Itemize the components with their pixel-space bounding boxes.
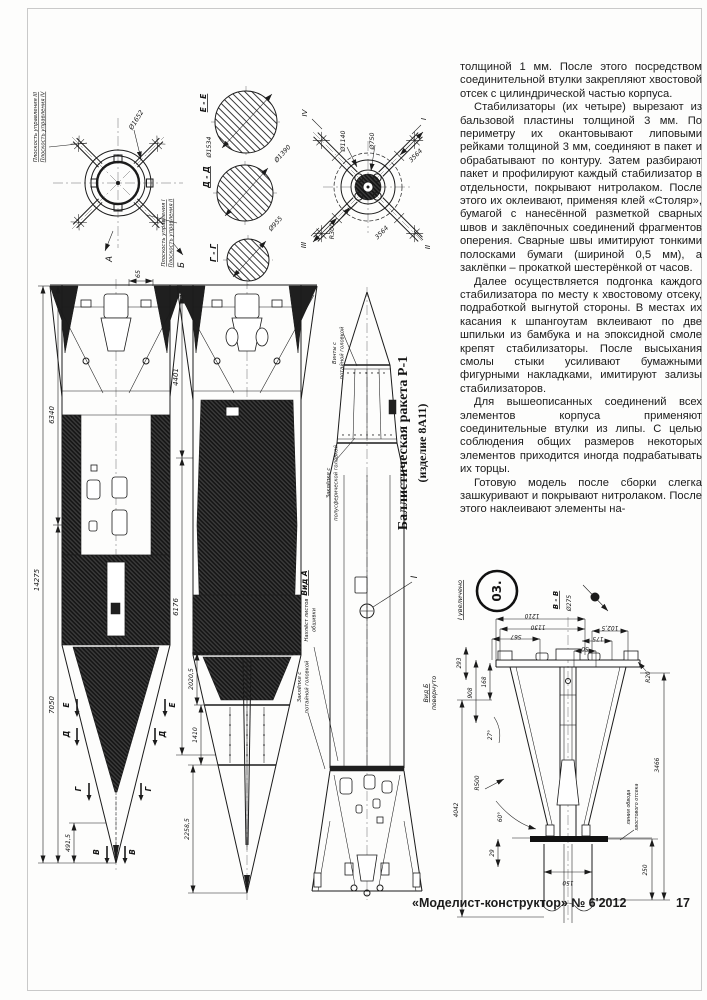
dim-4042: 4042 [454, 802, 460, 818]
mark-d-right: Д [158, 730, 167, 738]
dia-1534-label: Ø1534 [206, 136, 213, 158]
fin-iii-label: III [300, 241, 308, 249]
dia-955-label: Ø955 [267, 215, 285, 233]
page-footer [0, 896, 707, 916]
rocket-structure-view [172, 279, 317, 900]
rocket-view-a [297, 287, 438, 900]
dim-1210: 1210 [524, 612, 540, 618]
section-ee-label: Е - Е [199, 93, 208, 113]
mark-b-right: В [128, 849, 137, 855]
angle-27-label: 27° [488, 729, 494, 741]
dim-102-5: 102,5 [601, 624, 619, 630]
article-column [460, 61, 702, 517]
dim-6340: 6340 [48, 406, 56, 424]
dim-4401: 4401 [172, 368, 180, 386]
view-a-label: Вид А [300, 570, 309, 596]
plane-i-label: Плоскость управления I [161, 199, 167, 267]
control-planes-view [33, 91, 187, 268]
fin-ii-label: II [424, 244, 432, 250]
callout-overlap-line2: обшивки [311, 607, 318, 633]
dia-1390-label: Ø1390 [273, 143, 293, 165]
mark-g-left: Г [74, 786, 83, 792]
title-line1: Баллистическая ракета Р-1 [396, 355, 411, 531]
fin-iv-label: IV [301, 109, 309, 117]
view-arrow-b: Б [177, 262, 187, 268]
callout-overlap-line1: Нахлёст листов [304, 598, 310, 642]
dia-1140-label: Ø1140 [340, 130, 347, 152]
callout-screws-line1: Винты с [332, 342, 338, 364]
callout-rivets-flush-line2: потайной головкой [304, 660, 311, 714]
dim-2258-5: 2258,5 [184, 818, 191, 840]
callout-rivets-flush-line1: Заклёпки с [297, 671, 303, 703]
page-number: 17 [676, 896, 690, 910]
mark-g-right: Г [144, 786, 153, 792]
mark-e-right: Е [168, 702, 177, 708]
section-gg-label: Г - Г [209, 244, 218, 262]
cutline-label-line2: хвостового отсека [635, 783, 640, 831]
dim-29: 29 [490, 849, 496, 857]
dim-65: 65 [135, 269, 142, 279]
dim-293: 293 [457, 657, 463, 669]
dim-1410: 1410 [192, 727, 199, 743]
rocket-drawing-sheet [25, 55, 460, 930]
section-bb-label: В - В [552, 590, 560, 610]
dim-2020-5: 2020,5 [188, 668, 195, 690]
plane-iv-label: Плоскость управления IV [40, 91, 47, 163]
radius-500-label: R500 [475, 775, 481, 791]
plane-iii-label: Плоскость управления III [33, 91, 39, 163]
section-circles [199, 86, 293, 285]
article-paragraph: Готовую модель после сборки слегка зашкуривают и покрывают нитролаком. После этого наклеивают элементы на- [460, 476, 702, 516]
fin-cross-view [300, 108, 432, 249]
base-band [530, 836, 608, 842]
dim-567: 567 [510, 633, 522, 639]
section-dd-label: Д - Д [202, 166, 211, 188]
mark-e-left: Е [62, 702, 71, 708]
radius-20-label: R20 [646, 671, 652, 683]
dim-175: 175 [592, 635, 604, 641]
dim-150: 150 [562, 879, 574, 885]
dia-750-label: Ø750 [369, 132, 376, 150]
enlarged-label: I увеличено [456, 579, 464, 621]
fin-i-label: I [420, 117, 428, 121]
title-line2: (изделие 8А11) [415, 403, 429, 483]
detail-i-mark: I [410, 575, 420, 579]
dim-1130: 1130 [530, 623, 546, 630]
dim-491-5: 491,5 [65, 833, 72, 853]
rocket-cutaway-view [33, 270, 182, 870]
tail-detail [454, 571, 670, 923]
article-paragraph: Стабилизаторы (их четыре) вырезают из бальзовой пластины толщиной 3 мм. По периметру их окантовывают липовыми рейками толщиной 3 мм, соединяют в пакет и обрабатывают по контуру. Затем разбирают пакет и профилируют каждый стабилизатор в отдельности, покрывают нитролаком. После этого их оклеивают, применяя клей «Столяр», бумагой с нанесённой разметкой сварных швов и заклёпочных соединений фрагментов оперения. Сварные швы имитируют тонкими полосками бумаги (шириной 0,5 мм), а заклёпки – прокаткой шестерёнкой от часов. [460, 101, 702, 275]
dim-14275: 14275 [33, 568, 41, 592]
dia-275-label: Ø275 [566, 594, 573, 612]
dim-250: 250 [643, 864, 649, 876]
dim-7050: 7050 [48, 696, 56, 714]
radius-300-label: R300 [329, 222, 336, 240]
drawing-title [396, 356, 429, 530]
mark-b-left: В [92, 849, 101, 855]
view-arrow-a: А [105, 256, 115, 262]
tail-detail-drawing [452, 555, 707, 930]
dim-6176: 6176 [172, 598, 180, 616]
plane-ii-label: Плоскость управления II [168, 198, 175, 268]
dim-3466: 3466 [655, 757, 661, 773]
article-paragraph: Для вышеописанных соединений всех элементов корпуса применяют соединительные втулки из липы. С целью соблюдения общих размеров некоторых элементов приходится иногда подрабатывать их торцы. [460, 396, 702, 476]
marking-badge: 03. [490, 580, 504, 602]
span-3564-label-1: 3564 [407, 147, 425, 165]
article-paragraph: толщиной 1 мм. После этого посредством соединительной втулки закрепляют хвостовой отсек с цилиндрической частью корпуса. [460, 61, 702, 100]
angle-60-label: 60° [498, 811, 504, 823]
cutline-label-line1: линия обвода [627, 789, 632, 825]
dim-50: 50 [581, 645, 589, 651]
magazine-title: «Моделист-конструктор» № 6'2012 [412, 896, 627, 910]
dim-168: 168 [482, 676, 488, 688]
dim-908: 908 [468, 687, 474, 699]
callout-rivets-round-line2: полусферической головкой [333, 445, 340, 521]
callout-screws-line2: потайной головкой [339, 326, 346, 380]
callout-rivets-round-line1: Заклёпки с [326, 467, 332, 499]
article-paragraph: Далее осуществляется подгонка каждого стабилизатора по месту к хвостовому отсеку, подработкой выгнутой стороны. В местах их касания к шпангоутам вклеивают по две шпильки из бамбука и на эпоксидной смоле крепят стабилизаторы. После высыхания смолы стыки усиливают бумажными фигурными накладками, имитируют зализы стабилизаторов. [460, 275, 702, 395]
span-3564-label-2: 3564 [373, 224, 391, 242]
view-b-label-line2: повернуто [431, 675, 438, 711]
dia-1652-label: Ø1652 [127, 108, 146, 132]
view-b-label-line1: Вид Б [423, 683, 430, 703]
mark-d-left: Д [62, 730, 71, 738]
